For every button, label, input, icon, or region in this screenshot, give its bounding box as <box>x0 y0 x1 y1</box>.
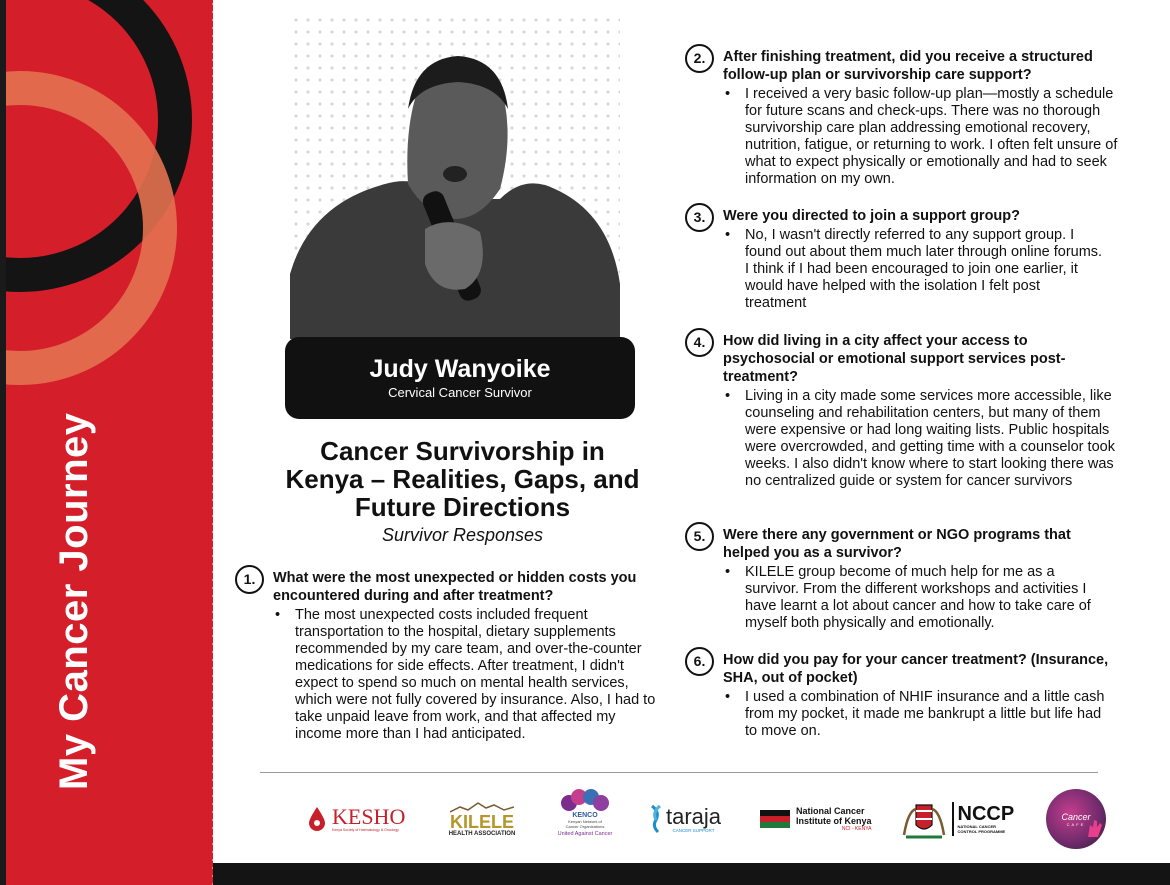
question-number: 3. <box>685 203 714 232</box>
ribbon-icon <box>648 804 664 834</box>
decorative-rings <box>0 0 213 885</box>
hand-icon <box>1084 817 1106 839</box>
qa-item-3 <box>685 203 1105 312</box>
title-line-1: Cancer Survivorship in <box>320 436 605 466</box>
question-number: 5. <box>685 522 714 551</box>
qa-item-4 <box>685 328 1115 490</box>
question-number: 4. <box>685 328 714 357</box>
cafe-line1: Cancer <box>1061 811 1091 822</box>
kenco-tagline: United Against Cancer <box>557 831 613 837</box>
question-text: What were the most unexpected or hidden costs you encountered during and after treatment? <box>273 570 637 604</box>
sidebar <box>0 0 213 885</box>
kenco-name: KENCO <box>572 812 598 819</box>
survivor-name: Judy Wanyoike <box>369 355 551 383</box>
page-title <box>270 437 655 521</box>
logo-nci <box>760 788 875 850</box>
bottom-bar <box>213 863 1170 885</box>
kenco-line2: Cancer Organizations <box>565 824 605 829</box>
logo-kenco <box>550 788 620 850</box>
drop-icon <box>308 806 326 832</box>
logo-kesho <box>308 788 418 850</box>
answer-text: • I received a very basic follow-up plan—mostly a schedule for future scans and check-ups. There was no thorough survivorship care plan addressing emotional recovery, nutrition, fatigue, or returning to work. I often felt unsure of what to expect physically or emotionally and had to seek information on my own. <box>745 86 1120 188</box>
question-number: 6. <box>685 647 714 676</box>
logo-cancer-cafe <box>1046 788 1108 850</box>
qa-item-2 <box>685 44 1120 188</box>
nci-line2: Institute of Kenya <box>796 816 872 826</box>
kesho-name: KESHO <box>332 804 406 829</box>
logo-kilele <box>446 788 518 850</box>
portrait-photo <box>290 14 620 339</box>
nccp-name: NCCP <box>957 803 1015 825</box>
question-text: How did you pay for your cancer treatment? (Insurance, SHA, out of pocket) <box>723 652 1109 686</box>
coat-of-arms-icon <box>900 799 948 839</box>
perforation-edge <box>211 0 217 885</box>
page-subtitle: Survivor Responses <box>381 525 544 545</box>
logo-taraja <box>648 788 728 850</box>
kilele-tagline: HEALTH ASSOCIATION <box>448 831 516 837</box>
kenco-circles-icon <box>559 788 611 812</box>
divider <box>260 772 1098 773</box>
answer-text: • I used a combination of NHIF insurance and a little cash from my pocket, it made me bankrupt a little but life had to move on. <box>745 689 1110 740</box>
nccp-line1: NATIONAL CANCER <box>957 824 997 829</box>
left-edge <box>0 0 6 885</box>
taraja-name: taraja <box>666 803 722 829</box>
partner-logos <box>300 788 1120 850</box>
kenco-line1: Kenyan Network of <box>568 819 602 824</box>
question-number: 1. <box>235 565 264 594</box>
kenya-flag-icon <box>760 810 790 828</box>
taraja-tagline: CANCER SUPPORT <box>672 827 715 833</box>
survivor-role: Cervical Cancer Survivor <box>388 385 532 400</box>
title-line-2: Kenya – Realities, Gaps, and <box>285 464 640 494</box>
answer-text: • KILELE group become of much help for me as a survivor. From the different workshops and activities I have learnt a lot about cancer and how to take care of myself both physically and emotionally. <box>745 564 1110 632</box>
question-text: Were there any government or NGO programs that helped you as a survivor? <box>723 527 1071 561</box>
nccp-line2: CONTROL PROGRAMME <box>957 829 1006 834</box>
nci-line1: National Cancer <box>796 806 865 816</box>
question-text: After finishing treatment, did you receive a structured follow-up plan or survivorship care support? <box>723 49 1093 83</box>
name-plate <box>285 337 635 419</box>
qa-item-1 <box>235 565 660 743</box>
qa-item-5 <box>685 522 1110 632</box>
kilele-name: KILELE <box>449 812 514 832</box>
nci-tagline: NCI - KENYA <box>841 826 872 832</box>
qa-item-6 <box>685 647 1110 740</box>
kesho-tagline: Kenya Society of Haematology & Oncology <box>332 828 399 832</box>
answer-text: • No, I wasn't directly referred to any support group. I found out about them much later through online forums. I think if I had been encouraged to join one earlier, it would have helped with the isolation I felt post treatment <box>745 227 1105 312</box>
person-silhouette <box>290 14 620 339</box>
question-text: How did living in a city affect your access to psychosocial or emotional support services post-treatment? <box>723 333 1066 385</box>
question-number: 2. <box>685 44 714 73</box>
answer-text: • Living in a city made some services more accessible, like counseling and rehabilitation centers, but many of them were expensive or had long waiting lists. Public hospitals were overcrowded, and getting time with a counselor took weeks. I also didn't know where to start looking there was no centralized guide or system for cancer survivors <box>745 388 1115 490</box>
cafe-line2: CAFE <box>1066 821 1086 827</box>
question-text: Were you directed to join a support group? <box>723 208 1020 224</box>
sidebar-title: My Cancer Journey <box>52 412 96 790</box>
logo-nccp <box>900 788 1015 850</box>
answer-text: • The most unexpected costs included frequent transportation to the hospital, dietary supplements recommended by my care team, and over-the-counter medications for side effects. After treatment, I didn't expect to spend so much on mental health services, which were not fully covered by insurance. Also, I had to take unpaid leave from work, and that affected my income more than I had anticipated. <box>295 607 660 743</box>
title-line-3: Future Directions <box>354 492 571 522</box>
